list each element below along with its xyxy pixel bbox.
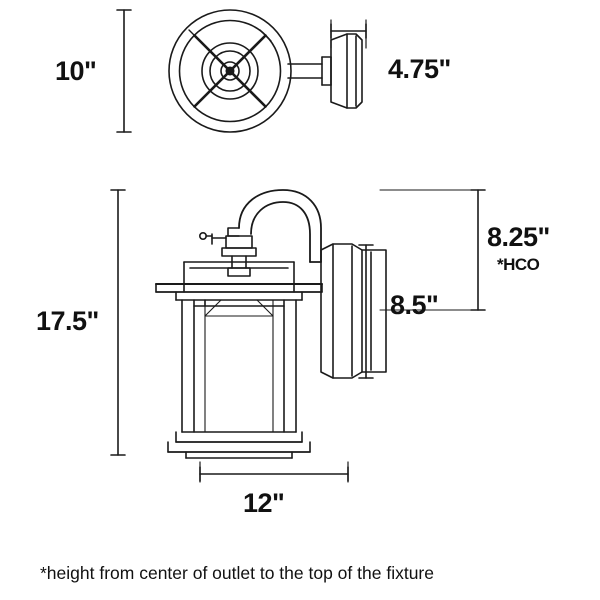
fixture-glass-body	[182, 300, 296, 432]
side-view-backplate	[321, 244, 386, 378]
fixture-brim	[156, 284, 322, 300]
gooseneck-arm	[239, 190, 321, 262]
dimension-label-4-75: 4.75"	[388, 54, 451, 84]
top-view-backplate	[331, 34, 362, 108]
dimension-label-8-5: 8.5"	[390, 290, 439, 320]
dimension-17-5-inch	[111, 190, 125, 455]
dimension-10-inch	[117, 10, 131, 132]
fixture-frame-top	[184, 262, 294, 292]
dimension-label-8-25: 8.25"	[487, 222, 550, 252]
dimension-label-17-5: 17.5"	[36, 306, 99, 336]
dimension-label-10: 10"	[55, 56, 97, 86]
top-view-fixture	[169, 10, 291, 132]
footnote-text: *height from center of outlet to the top of the fixture	[40, 563, 434, 583]
dimension-label-hco-note: *HCO	[497, 255, 540, 274]
dimension-12-inch	[200, 462, 348, 482]
dimension-label-12: 12"	[243, 488, 285, 518]
top-view-arm	[288, 57, 331, 85]
fixture-base	[168, 432, 310, 458]
